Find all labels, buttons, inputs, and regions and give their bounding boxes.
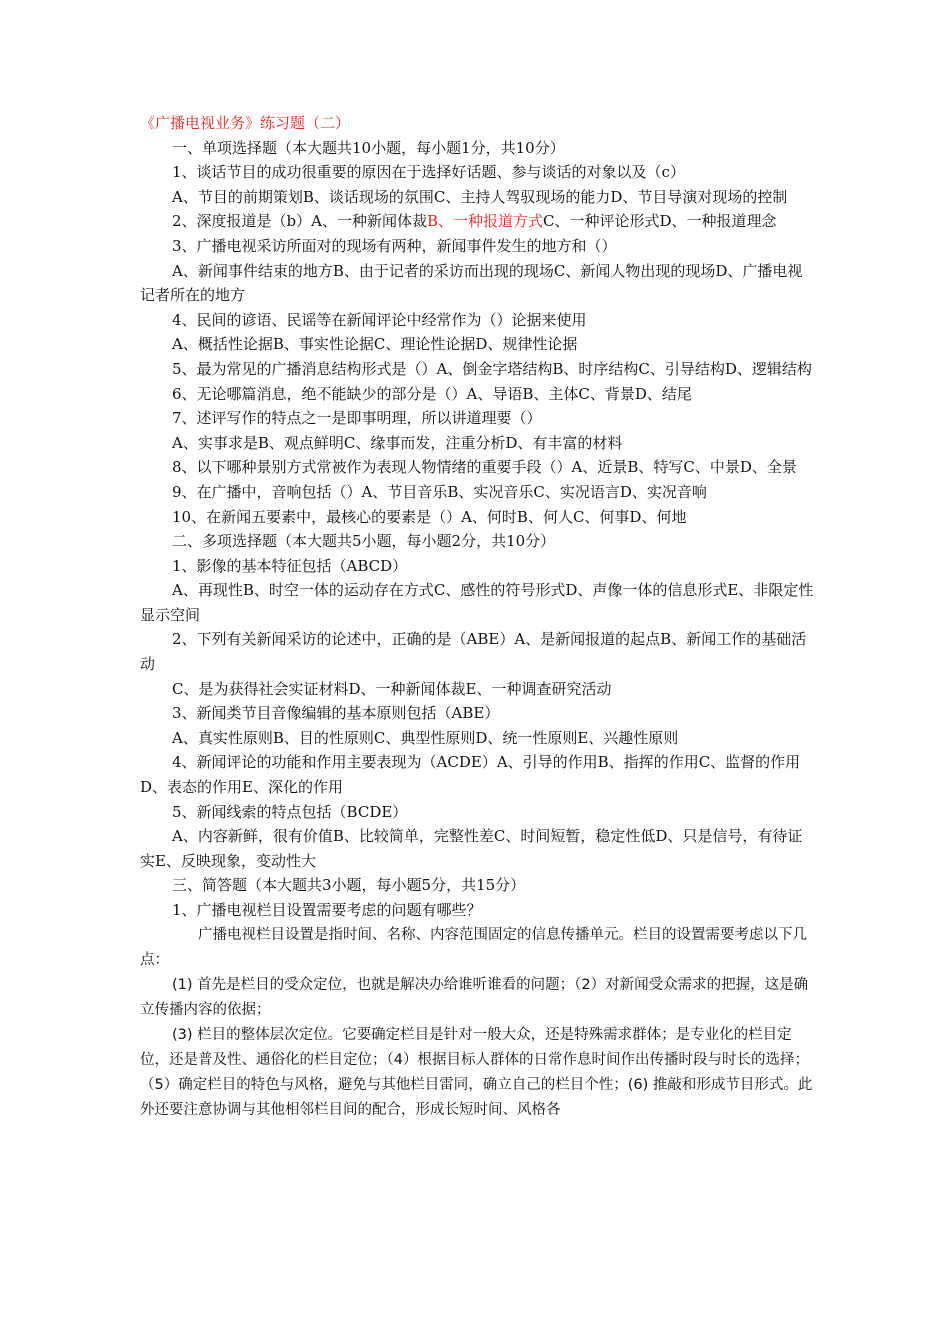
question-5: 5、最为常见的广播消息结构形式是（）A、倒金字塔结构B、时序结构C、引导结构D、逻辑结构 [172,359,812,378]
question-2-highlight: B、一种报道方式 [426,212,544,231]
answer-1-paragraph-1: 广播电视栏目设置是指时间、名称、内容范围固定的信息传播单元。栏目的设置需要考虑以下几点： [140,926,807,968]
answer-1-paragraph-2: (1) 首先是栏目的受众定位，也就是解决办给谁听谁看的问题；（2）对新闻受众需求的把握，这是确立传播内容的依据； [140,976,809,1018]
multi-question-4: 4、新闻评论的功能和作用主要表现为（ACDE）A、引导的作用B、指挥的作用C、监督的作用D、表态的作用E、深化的作用 [140,753,801,797]
multi-question-3: 3、新闻类节目音像编辑的基本原则包括（ABE） [172,704,500,723]
section-1-header: 一、单项选择题（本大题共10小题，每小题1分，共10分） [172,138,565,157]
question-4: 4、民间的谚语、民谣等在新闻评论中经常作为（）论据来使用 [172,310,587,329]
multi-question-1-options: A、再现性B、时空一体的运动存在方式C、感性的符号形式D、声像一体的信息形式E、非限定性显示空间 [140,581,814,624]
document-title: 《广播电视业务》练习题（二） [140,114,351,132]
section-3-header: 三、简答题（本大题共3小题，每小题5分，共15分） [172,876,526,895]
question-3: 3、广播电视采访所面对的现场有两种，新闻事件发生的地方和（） [172,236,617,255]
question-7: 7、述评写作的特点之一是即事明理，所以讲道理要（） [172,409,542,428]
answer-1-paragraph-3: (3) 栏目的整体层次定位。它要确定栏目是针对一般大众，还是特殊需求群体；是专业化的栏目定位，还是普及性、通俗化的栏目定位；（4）根据目标人群体的日常作息时间作出传播时段与时长的选择；（5）确定栏目的特色与风格，避免与其他栏目雷同，确立自己的栏目个性；(6) 推敲和形成节目形式。此外还要注意协调与其他相邻栏目间的配合，形成长短时间、风格各 [140,1026,813,1118]
section-2-header: 二、多项选择题（本大题共5小题，每小题2分，共10分） [172,532,556,551]
question-6: 6、无论哪篇消息，绝不能缺少的部分是（）A、导语B、主体C、背景D、结尾 [172,384,692,403]
multi-question-3-options: A、真实性原则B、目的性原则C、典型性原则D、统一性原则E、兴趣性原则 [172,728,679,747]
multi-question-2-options: C、是为获得社会实证材料D、一种新闻体裁E、一种调查研究活动 [172,679,612,698]
question-8: 8、以下哪种景别方式常被作为表现人物情绪的重要手段（）A、近景B、特写C、中景D、全景 [172,458,797,477]
question-10: 10、在新闻五要素中，最核心的要素是（）A、何时B、何人C、何事D、何地 [172,507,687,526]
question-3-options: A、新闻事件结束的地方B、由于记者的采访而出现的现场C、新闻人物出现的现场D、广播电视记者所在的地方 [140,261,803,305]
short-answer-question-1: 1、广播电视栏目设置需要考虑的问题有哪些？ [172,901,482,919]
multi-question-2: 2、下列有关新闻采访的论述中，正确的是（ABE）A、是新闻报道的起点B、新闻工作的基础活动 [140,630,807,674]
question-1-options: A、节目的前期策划B、谈话现场的氛围C、主持人驾驭现场的能力D、节目导演对现场的控制 [172,187,788,206]
question-2 [140,209,816,234]
multi-question-5-options: A、内容新鲜，很有价值B、比较简单，完整性差C、时间短暂，稳定性低D、只是信号，有待证实E、反映现象，变动性大 [140,827,803,870]
question-4-options: A、概括性论据B、事实性论据C、理论性论据D、规律性论据 [172,335,578,354]
question-2-text-c: C、一种评论形式D、一种报道理念 [543,212,777,231]
question-9: 9、在广播中，音响包括（）A、节目音乐B、实况音乐C、实况语言D、实况音响 [172,482,707,501]
document-body [140,111,816,1123]
question-2-text-a: 2、深度报道是（b）A、一种新闻体裁 [172,212,427,231]
multi-question-5: 5、新闻线索的特点包括（BCDE） [172,802,408,821]
question-1: 1、谈话节目的成功很重要的原因在于选择好话题、参与谈话的对象以及（c） [172,163,685,182]
multi-question-1: 1、影像的基本特征包括（ABCD） [172,556,408,575]
question-7-options: A、实事求是B、观点鲜明C、缘事而发，注重分析D、有丰富的材料 [172,433,623,452]
